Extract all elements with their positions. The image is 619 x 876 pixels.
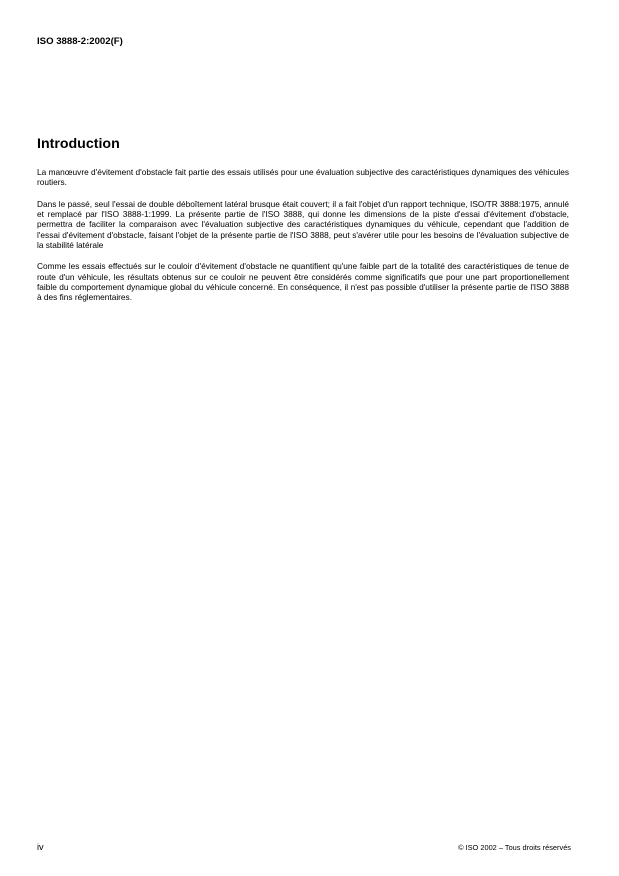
section-body [37,167,569,314]
copyright-notice: © ISO 2002 – Tous droits réservés [458,843,571,852]
paragraph: La manœuvre d'évitement d'obstacle fait partie des essais utilisés pour une évaluation subjective des caractéristiques dynamiques des véhicules routiers. [37,167,569,188]
page-number: iv [37,842,44,852]
document-identifier: ISO 3888-2:2002(F) [37,36,123,47]
paragraph: Comme les essais effectués sur le couloir d'évitement d'obstacle ne quantifient qu'une faible part de la totalité des caractéristiques de tenue de route d'un véhicule, les résultats obtenus sur ce couloir ne peuvent être considérés comme significatifs que pour une part proportionellement faible du comportement dynamique global du véhicule concerné. En conséquence, il n'est pas possible d'utiliser la présente partie de l'ISO 3888 à des fins réglementaires. [37,261,569,303]
section-title: Introduction [37,136,120,152]
paragraph: Dans le passé, seul l'essai de double déboîtement latéral brusque était couvert; il a fait l'objet d'un rapport technique, ISO/TR 3888:1975, annulé et remplacé par l'ISO 3888-1:1999. La présente partie de l'ISO 3888, qui donne les dimensions de la piste d'essai d'évitement d'obstacle, permettra de faciliter la comparaison avec l'évaluation subjective des caractéristiques dynamiques du véhicule, cependant que l'addition de l'essai d'évitement d'obstacle, faisant l'objet de la présente partie de l'ISO 3888, peut s'avérer utile pour les besoins de l'évaluation subjective de la stabilité latérale [37,198,569,250]
